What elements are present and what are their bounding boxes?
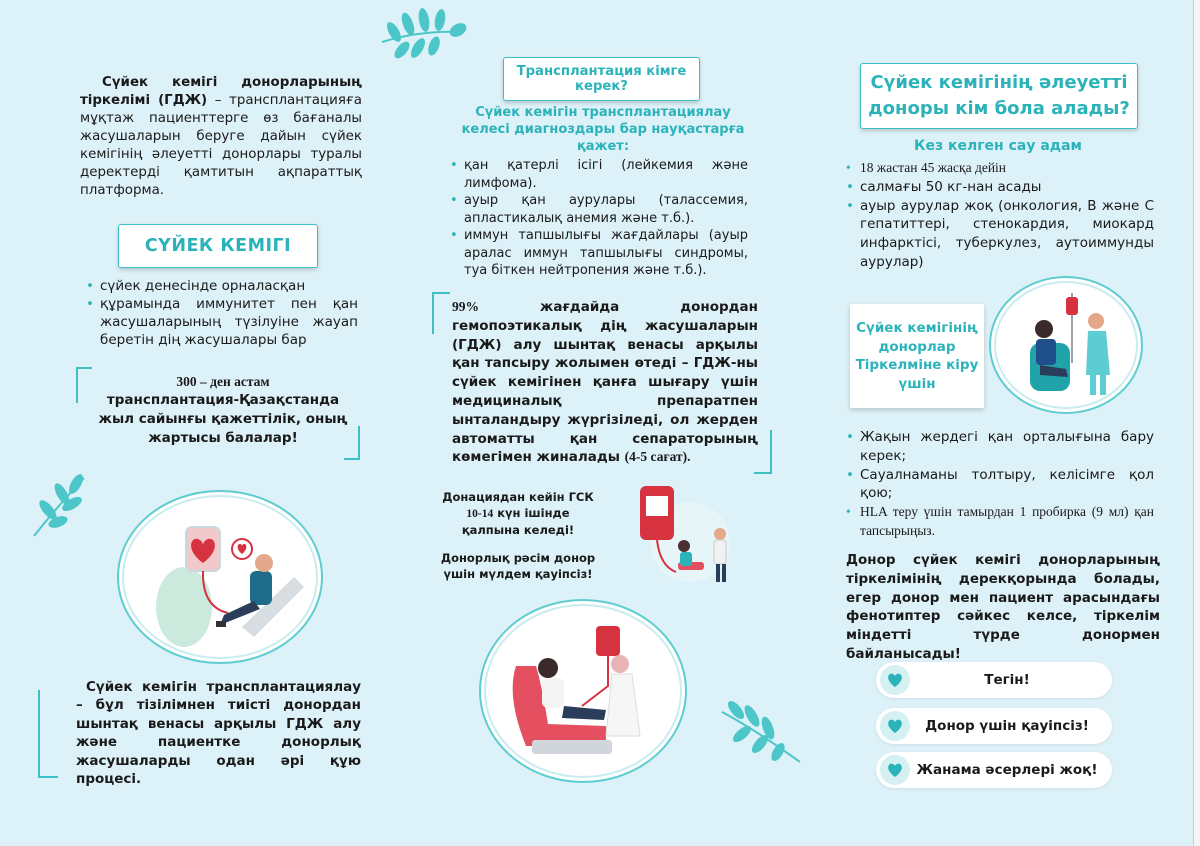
badge-label: Тегін! [984,672,1030,688]
heart-icon [880,665,910,695]
who-needs-transplant-title: Трансплантация кімге керек? [516,64,687,94]
recovery-note [438,489,598,582]
diagnoses-subtitle: Сүйек кемігін трансплантациялау келесі диагноздары бар науқастарға қажет: [461,105,745,154]
recovery-days: 10-14 [466,508,494,520]
stat-number: 300 – ден астам [176,374,270,389]
heart-icon [880,711,910,741]
registry-entry-title: Сүйек кемігінің донорлар Тіркелміне кіру үшін [855,320,979,392]
percent-value: 99% [452,299,479,314]
list-item: • сүйек денесінде орналасқан [86,277,358,295]
registry-entry-box [850,304,984,408]
list-item: • Сауалнаманы толтыру, келісімге қол қою; [846,466,1154,504]
badge-label: Донор үшін қауіпсіз! [925,718,1089,734]
duration-value: (4-5 сағат). [624,449,691,465]
list-item: • HLA теру үшін тамырдан 1 пробирка (9 мл) қан тапсырыңыз. [846,503,1154,541]
registry-intro-rest: – трансплантацияға мұқтаж пациенттерге өз бағаналы жасушаларын беруге дайын сүйек кемігінің әлеуетті донорлары туралы деректерді қамтитын ақпараттық платформа. [80,93,362,198]
stem-cell-collection-text [452,298,758,467]
leaf-branch-icon [716,700,806,770]
badge-label: Жанама әсерлері жоқ! [916,762,1098,778]
no-side-effects-badge [876,752,1112,788]
bone-marrow-title-box [118,224,318,268]
recovery-text [438,489,598,538]
leaf-branch-icon [26,472,96,542]
corner-bracket [38,690,58,778]
who-can-donate-box [860,63,1138,129]
diagnoses-list [450,157,748,280]
bone-marrow-title: СҮЙЕК КЕМІГІ [144,236,292,256]
page-edge [1193,0,1200,846]
corner-bracket [76,367,92,403]
list-item: • иммун тапшылығы жағдайлары (ауыр аралас иммун тапшылығы синдромы, туа біткен нейтропения және т.б.). [450,227,748,280]
free-badge [876,662,1112,698]
corner-bracket [432,292,450,334]
registration-steps [846,428,1154,541]
list-item: • салмағы 50 кг-нан асады [846,178,1154,197]
list-item: • құрамында иммунитет пен қан жасушаларының түзілуіне жауап беретін дің жасушалары бар [86,295,358,349]
donor-criteria-list [846,159,1154,272]
nurse-donor-illustration [996,283,1136,407]
transplant-definition: Сүйек кемігін трансплантациялау – бұл тізілімнен тиісті донордан шынтақ венасы арқылы ГДЖ алу және пациентке донорлық жасушаларды одан әрі құю процесі. [76,679,361,788]
who-needs-transplant-box [503,57,700,101]
list-item: • 18 жастан 45 жасқа дейін [846,159,1154,178]
safety-text: Донорлық рәсім донор үшін мүлдем қауіпсіз! [440,551,596,581]
registry-database-note: Донор сүйек кемігі донорларының тіркелімінің дерекқорында болады, егер донор мен пациент арасындағы фенотиптер сәйкес келсе, тіркелім міндетті түрде донормен байланысады! [846,552,1160,662]
list-item: • ауыр қан аурулары (талассемия, апластикалық анемия және т.б.). [450,192,748,227]
list-item: • ауыр аурулар жоқ (онкология, В және С гепатиттері, стенокардия, миокард инфарктісі, туберкулез, аутоиммунды аурулар) [846,197,1154,272]
heart-icon [880,755,910,785]
bone-marrow-bullets [86,277,358,349]
any-healthy-person: Кез келген сау адам [914,138,1082,154]
list-item: • қан қатерлі ісігі (лейкемия және лимфома). [450,157,748,192]
recovery-text-pre: Донациядан кейін ГСК [442,490,594,504]
transplant-stat [92,372,354,448]
leaf-branch-icon [372,2,468,62]
registry-intro [80,74,362,200]
safe-for-donor-badge [876,708,1112,744]
blood-donation-illustration [124,497,316,657]
collection-text: жағдайда донордан гемопоэтикалық дің жасушаларын (ГДЖ) алу шынтақ венасы арқылы қан тапсыру жолымен өтеді – ГДЖ-ны сүйек кемігінен қанға шығару үшін медициналық препаратпен ынталандыру жүргізіледі, ол жерден автоматты қан сепараторының көмегімен жиналады [452,299,758,466]
blood-bag-illustration [630,480,740,590]
stat-text: трансплантация-Қазақстанда жыл сайынғы қажеттілік, оның жартысы балалар! [98,392,348,446]
donation-chair-illustration [486,606,680,776]
who-can-donate-title: Сүйек кемігінің әлеуетті доноры кім бола алады? [868,72,1130,119]
recovery-text-post: күн ішінде қалпына келеді! [461,506,575,537]
list-item: • Жақын жердегі қан орталығына бару керек; [846,428,1154,466]
registry-intro-bold: Сүйек кемігі донорларының тіркелімі (ГДЖ) [80,75,362,108]
